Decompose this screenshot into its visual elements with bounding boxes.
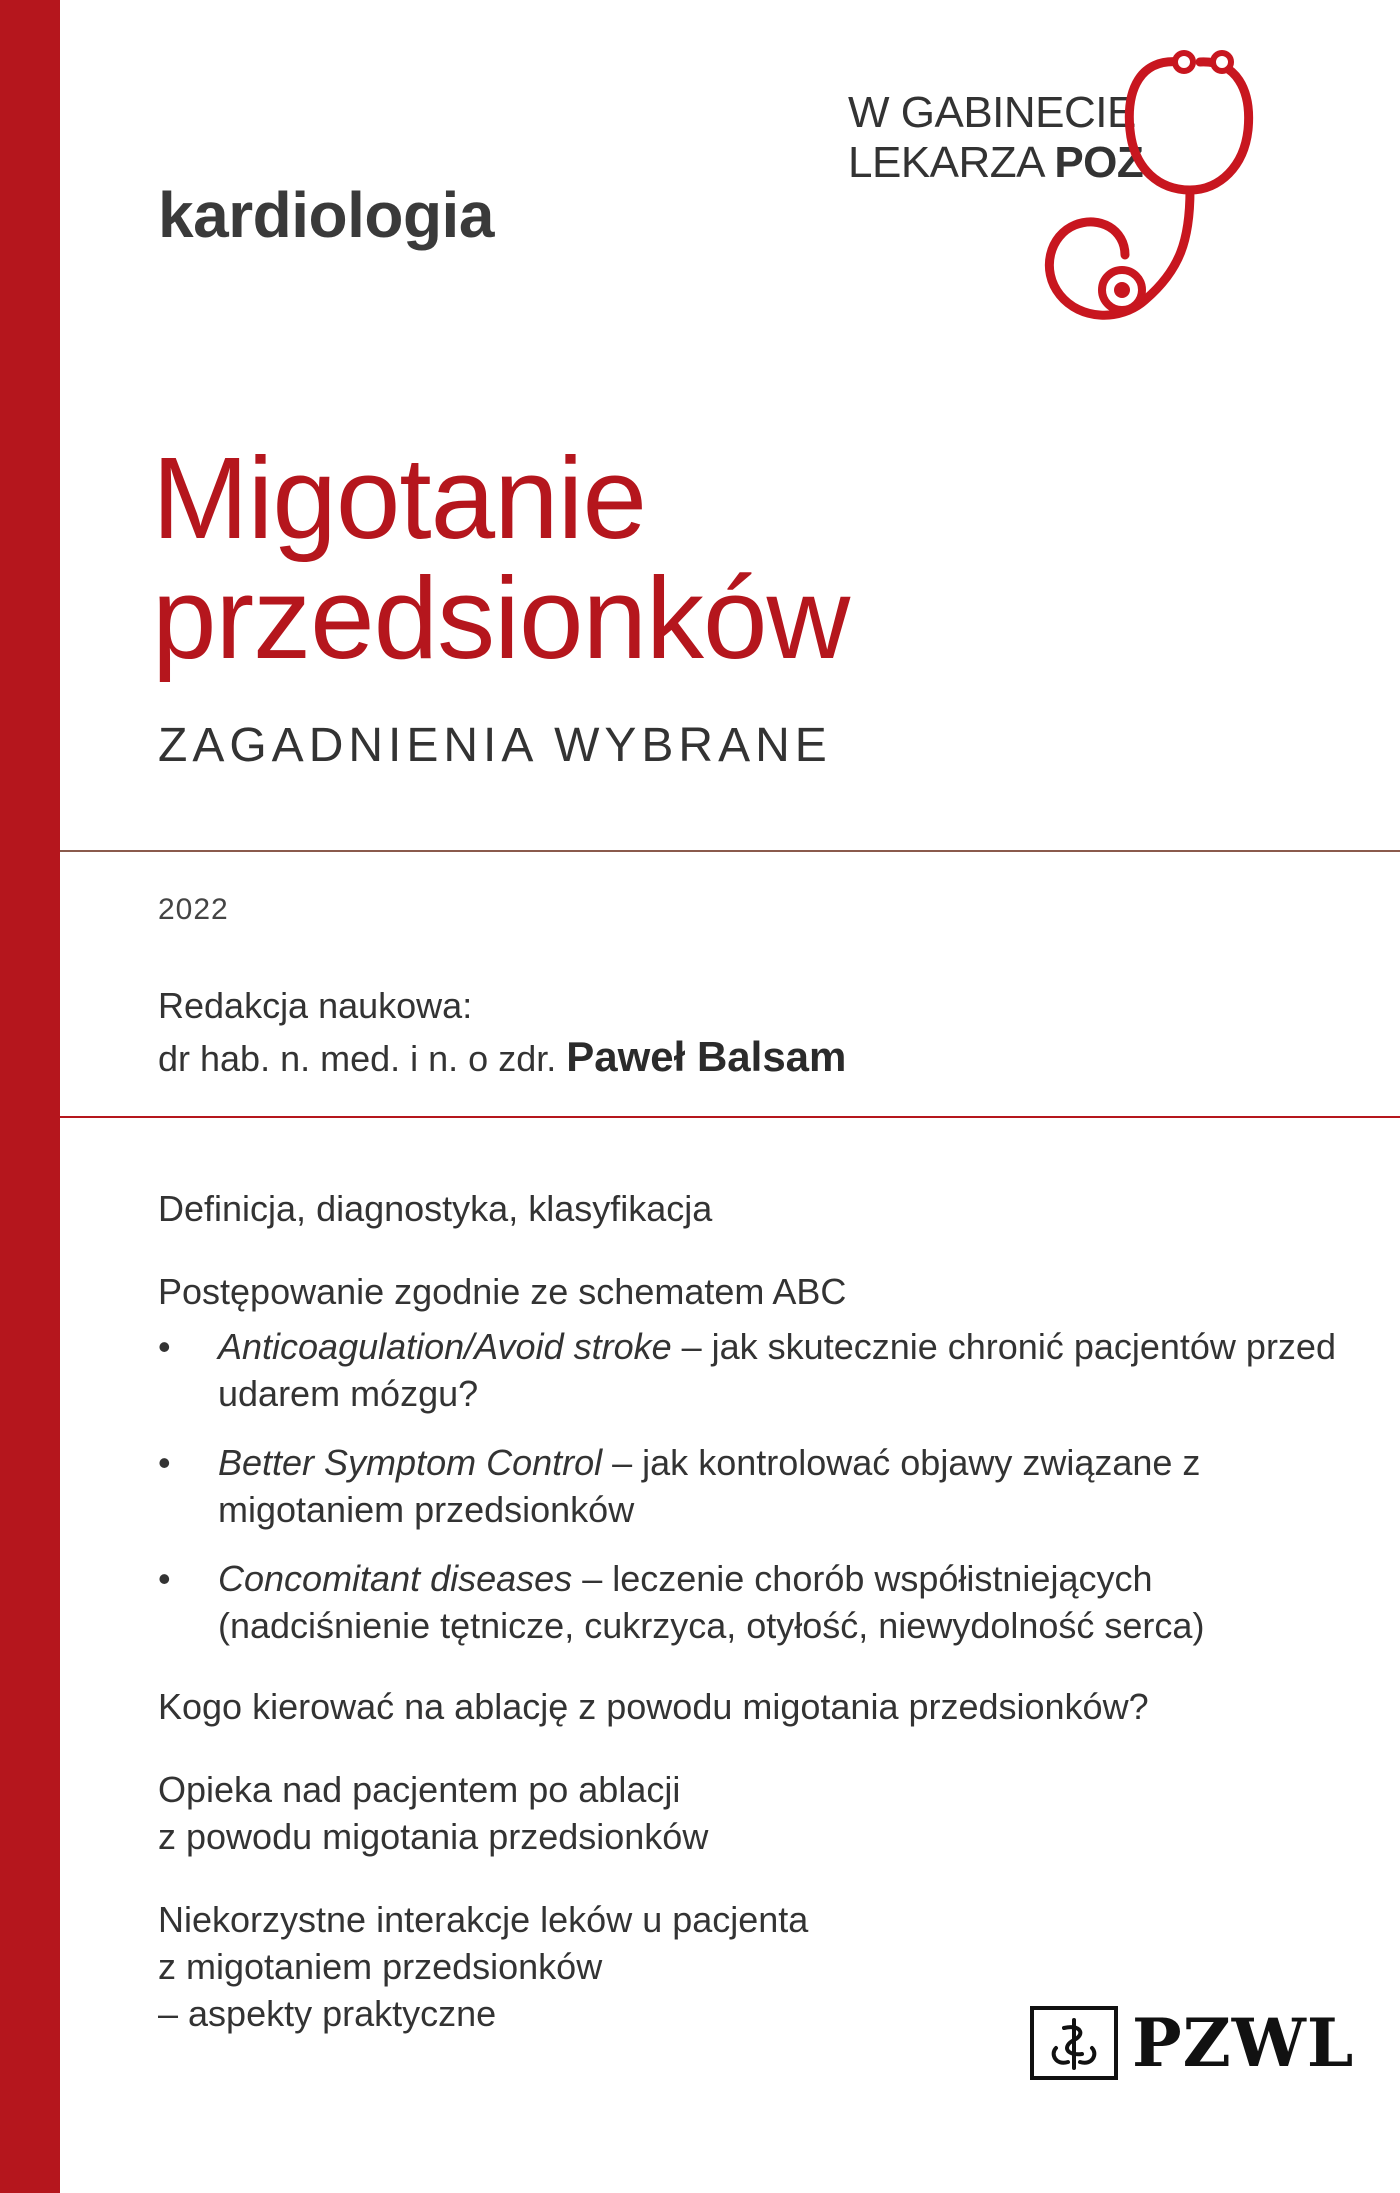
list-item: • Concomitant diseases – leczenie chorób współistniejących (nadciśnienie tętnicze, cukrzyca, otyłość, niewydolność serca): [158, 1555, 1338, 1649]
divider-top: [60, 850, 1400, 852]
brand-line-2: LEKARZA POZ: [848, 138, 1144, 187]
editor-label: Redakcja naukowa:: [158, 985, 473, 1026]
brand-poz: POZ: [1054, 138, 1144, 187]
series-label: kardiologia: [158, 179, 494, 251]
publication-year: 2022: [158, 893, 229, 926]
list-item: • Anticoagulation/Avoid stroke – jak skutecznie chronić pacjentów przed udarem mózgu?: [158, 1323, 1338, 1417]
red-spine: [0, 0, 60, 2193]
list-item: • Better Symptom Control – jak kontrolować objawy związane z migotaniem przedsionków: [158, 1439, 1338, 1533]
title-line-1: Migotanie: [152, 433, 646, 563]
editor-degree: dr hab. n. med. i n. o zdr.: [158, 1038, 567, 1079]
contents-item: Definicja, diagnostyka, klasyfikacja: [158, 1188, 713, 1229]
contents-item: Niekorzystne interakcje leków u pacjenta z migotaniem przedsionków – aspekty praktyczne: [158, 1899, 809, 2034]
pzwl-logo-icon: [1030, 2006, 1118, 2080]
book-title: [152, 433, 850, 683]
brand-line-1: W GABINECIE: [848, 88, 1136, 137]
contents-list: [158, 1185, 1338, 2073]
editor-line: [158, 1033, 846, 1081]
title-line-2: przedsionków: [152, 553, 850, 683]
book-subtitle: ZAGADNIENIA WYBRANE: [158, 719, 832, 772]
publisher-logo: [1030, 2003, 1354, 2083]
contents-item: Postępowanie zgodnie ze schematem ABC: [158, 1271, 847, 1312]
contents-item: Kogo kierować na ablację z powodu migotania przedsionków?: [158, 1686, 1149, 1727]
contents-item: Opieka nad pacjentem po ablacji z powodu migotania przedsionków: [158, 1769, 709, 1857]
stethoscope-icon: [1030, 40, 1360, 350]
abc-list: [158, 1323, 1338, 1649]
divider-bottom: [60, 1116, 1400, 1118]
editor-name: Paweł Balsam: [566, 1033, 847, 1080]
publisher-name: PZWL: [1132, 2004, 1355, 2082]
